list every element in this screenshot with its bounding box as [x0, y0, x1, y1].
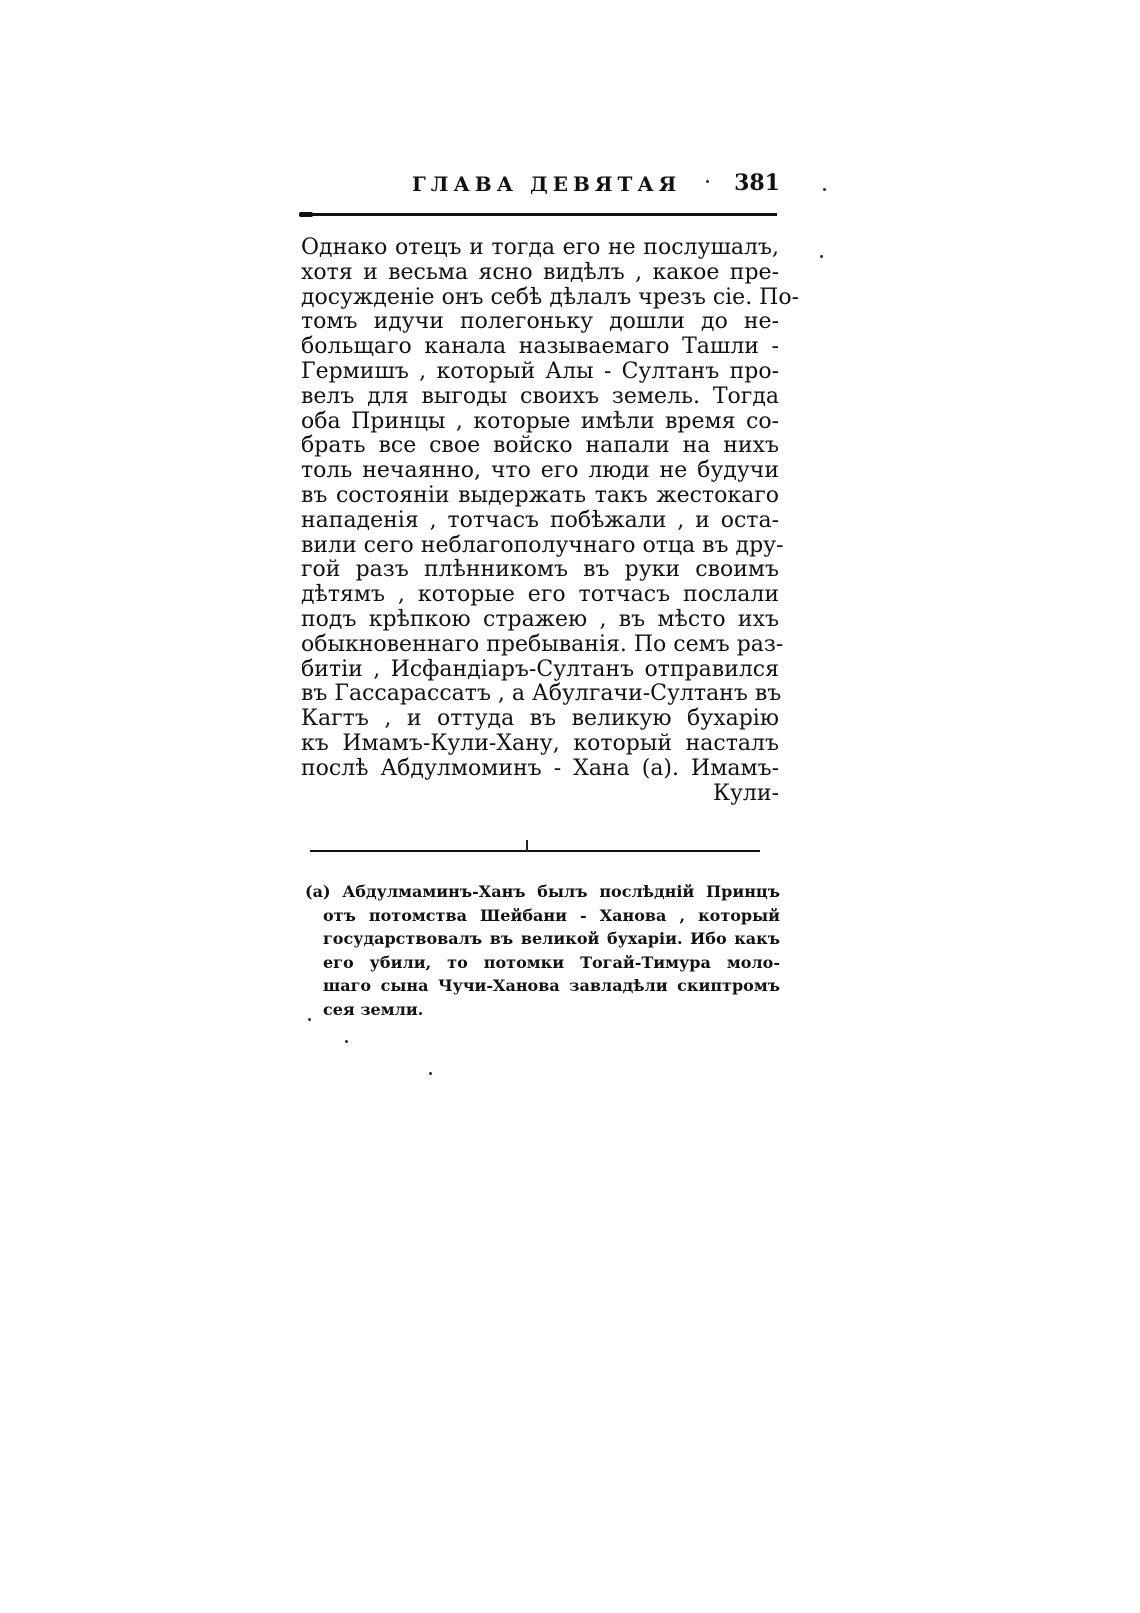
text-line: велъ для выгоды своихъ земель. Тогда [301, 383, 779, 409]
text-line: досужденіе онъ себѣ дѣлалъ чрезъ сіе. По- [301, 284, 800, 310]
ink-speck [308, 1018, 311, 1021]
text-line: Кагтъ , и оттуда въ великую бухарію [301, 706, 779, 732]
text-line: толь нечаянно, что его люди не будучи [301, 458, 779, 484]
text-line: вили сего неблагополучнаго отца въ дру- [301, 532, 784, 558]
rule-mark [526, 840, 528, 852]
text-line: нападенія , тотчасъ побѣжали , и оста- [301, 507, 779, 533]
text-line: хотя и весьма ясно видѣлъ , какое пре- [301, 259, 779, 285]
ink-speck [429, 1072, 432, 1075]
footnote-line: государствовалъ въ великой бухаріи. Ибо какъ [323, 929, 780, 949]
footnote-line: сея земли. [323, 999, 424, 1019]
text-line: брать все свое войско напали на нихъ [301, 433, 779, 459]
text-line: дѣтямъ , которые его тотчасъ послали [301, 582, 779, 608]
text-line: битіи , Исфандіаръ-Султанъ отправился [301, 656, 779, 682]
text-line: въ состояніи выдержать такъ жестокаго [301, 482, 779, 508]
text-line: Однако отецъ и тогда его не послушалъ, [301, 235, 779, 260]
ink-speck [820, 255, 823, 258]
body-text [301, 235, 800, 806]
text-line: больщаго канала называемаго Ташли - [301, 334, 779, 360]
text-line: къ Имамъ-Кули-Хану, который насталъ [301, 730, 779, 756]
footnote-line: шаго сына Чучи-Ханова завладѣли скиптромъ [323, 976, 780, 996]
catchword: Кули- [712, 780, 779, 806]
ink-speck [823, 188, 826, 191]
ink-speck [706, 180, 709, 183]
text-line: оба Принцы , которые имѣли время со- [301, 408, 779, 434]
text-line: обыкновеннаго пребыванія. По семъ раз- [301, 631, 784, 657]
footnote [305, 880, 780, 1022]
text-line: послѣ Абдулмоминъ - Хана (a). Имамъ- [301, 755, 779, 781]
text-line: подъ крѣпкою стражею , въ мѣсто ихъ [301, 606, 779, 632]
text-line: томъ идучи полегоньку дошли до не- [301, 309, 779, 335]
text-line: гой разъ плѣнникомъ въ руки своимъ [301, 557, 779, 583]
text-line: Гермишъ , который Алы - Султанъ про- [301, 358, 779, 384]
running-head [390, 170, 780, 200]
text-line: въ Гассарассатъ , а Абулгачи-Султанъ въ [301, 681, 782, 707]
footnote-line: отъ потомства Шейбани - Ханова , который [323, 905, 780, 925]
ink-speck [345, 1040, 348, 1043]
footnote-rule [310, 850, 760, 852]
page-number: 381 [734, 170, 780, 196]
footnote-line: его убили, то потомки Тогай-Тимура моло- [323, 952, 780, 972]
header-rule [305, 213, 777, 216]
running-title: ГЛАВА ДЕВЯТАЯ [412, 172, 682, 196]
footnote-line: (a) Абдулмаминъ-Ханъ былъ послѣдній Принцъ [305, 882, 780, 901]
